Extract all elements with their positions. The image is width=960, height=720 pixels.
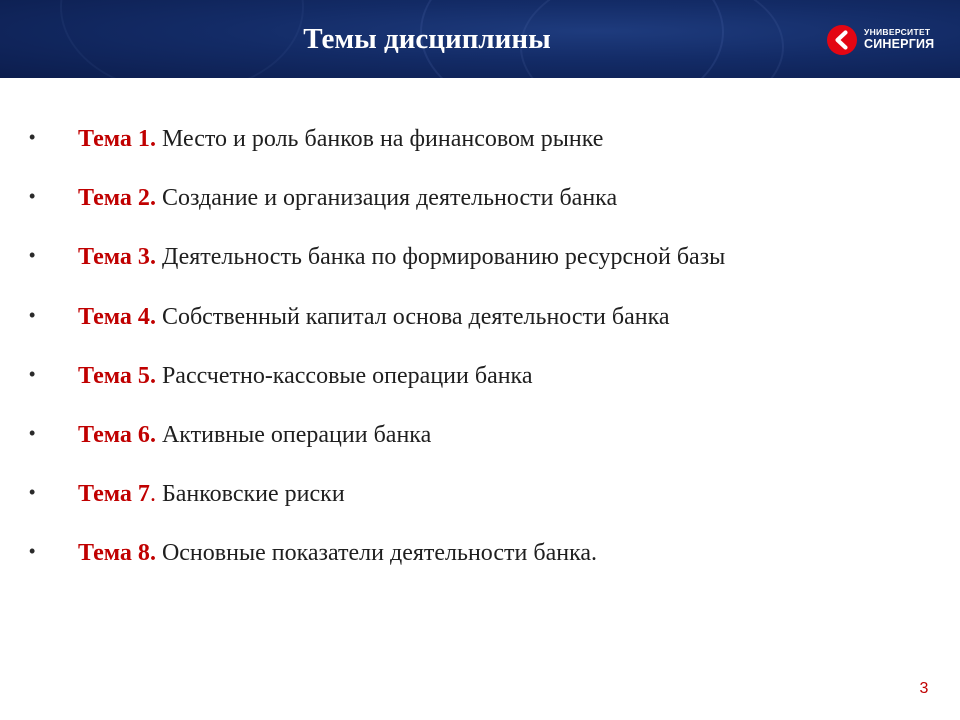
topic-item bbox=[0, 479, 930, 538]
university-logo bbox=[826, 24, 946, 56]
slide-header bbox=[0, 0, 960, 78]
topic-text bbox=[78, 361, 533, 391]
topic-item bbox=[0, 420, 930, 479]
bullet-icon: • bbox=[29, 127, 36, 147]
topic-separator: . bbox=[149, 481, 156, 508]
bullet-icon: • bbox=[29, 245, 36, 266]
logo-university-text: УНИВЕРСИТЕТ bbox=[864, 27, 931, 37]
topic-item bbox=[0, 538, 930, 597]
topic-text bbox=[78, 124, 603, 154]
bullet-icon: • bbox=[29, 186, 36, 207]
topic-item bbox=[0, 183, 930, 242]
synergy-logo-icon bbox=[826, 24, 858, 56]
bullet-icon: • bbox=[29, 482, 36, 503]
topic-text bbox=[78, 538, 597, 568]
topic-label: Тема 5 bbox=[78, 362, 150, 389]
topic-separator: . bbox=[149, 303, 156, 330]
topic-item bbox=[0, 302, 930, 361]
topic-label: Тема 4 bbox=[78, 303, 150, 330]
page-number: 3 bbox=[919, 680, 929, 697]
topic-item bbox=[0, 124, 930, 183]
topic-separator: . bbox=[149, 126, 156, 152]
topic-label: Тема 1 bbox=[78, 126, 150, 152]
topic-title: Создание и организация деятельности банка bbox=[155, 185, 618, 212]
logo-synergy-text: СИНЕРГИЯ bbox=[864, 37, 935, 51]
topic-label: Тема 3 bbox=[78, 244, 150, 271]
topic-separator: . bbox=[149, 540, 156, 567]
topic-title: Деятельность банка по формированию ресурсной базы bbox=[155, 244, 726, 271]
topic-label: Тема 7 bbox=[78, 481, 150, 508]
topic-label: Тема 8 bbox=[78, 540, 150, 567]
topic-title: Банковские риски bbox=[155, 481, 345, 508]
topic-separator: . bbox=[149, 362, 156, 389]
topic-text bbox=[78, 420, 431, 450]
topic-label: Тема 6 bbox=[78, 421, 150, 448]
topic-title: Место и роль банков на финансовом рынке bbox=[155, 126, 604, 152]
topic-text bbox=[78, 302, 670, 332]
topic-title: Собственный капитал основа деятельности банка bbox=[155, 303, 670, 330]
topics-list bbox=[0, 124, 930, 598]
topic-separator: . bbox=[149, 421, 156, 448]
bullet-icon: • bbox=[29, 363, 36, 384]
topic-separator: . bbox=[149, 185, 156, 212]
topic-text bbox=[78, 479, 345, 509]
topic-item bbox=[0, 242, 930, 301]
topic-title: Рассчетно-кассовые операции банка bbox=[155, 362, 533, 389]
slide-title: Темы дисциплины bbox=[303, 23, 551, 55]
topic-item bbox=[0, 361, 930, 420]
topic-title: Активные операции банка bbox=[155, 421, 432, 448]
topic-separator: . bbox=[149, 244, 156, 271]
bullet-icon: • bbox=[29, 541, 36, 562]
topic-title: Основные показатели деятельности банка. bbox=[155, 540, 598, 567]
bullet-icon: • bbox=[29, 422, 36, 443]
bullet-icon: • bbox=[29, 304, 36, 325]
topic-text bbox=[78, 183, 617, 213]
topic-text bbox=[78, 242, 725, 272]
topic-label: Тема 2 bbox=[78, 185, 150, 212]
